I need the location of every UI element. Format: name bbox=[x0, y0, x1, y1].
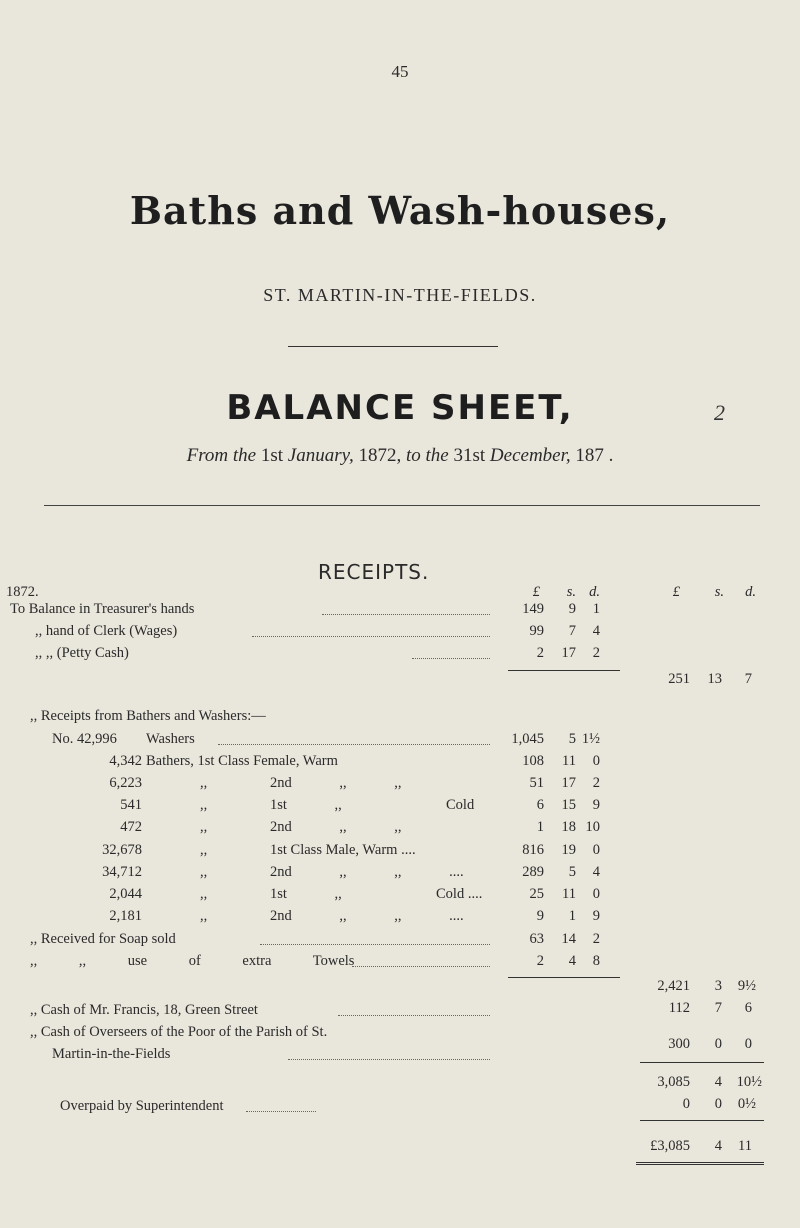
receipts-total-shillings: 3 bbox=[714, 978, 722, 994]
period-from-ordinal: 1st bbox=[260, 445, 284, 466]
overseers-pounds: 300 bbox=[668, 1036, 690, 1052]
towels-shillings: 4 bbox=[568, 953, 576, 969]
balance-clerk-wages-pounds: 99 bbox=[529, 623, 544, 639]
soap-pence: 2 bbox=[592, 931, 600, 947]
receipt-pounds: 108 bbox=[522, 753, 544, 769]
subtotal-rule bbox=[640, 1062, 764, 1063]
leader-dots bbox=[352, 966, 490, 967]
grand-total-pounds: £3,085 bbox=[650, 1138, 690, 1154]
period-line bbox=[0, 445, 800, 467]
receipt-pence: 1½ bbox=[581, 731, 600, 747]
handwritten-note: 2 bbox=[714, 400, 725, 425]
leader-dots bbox=[246, 1111, 316, 1112]
header-divider bbox=[44, 505, 760, 506]
francis-pence: 6 bbox=[744, 1000, 752, 1016]
receipt-pence: 9 bbox=[592, 908, 600, 924]
receipt-count: 6,223 bbox=[109, 775, 142, 791]
receipt-kind: Cold .... bbox=[436, 886, 483, 902]
balance-petty-cash-shillings: 17 bbox=[561, 645, 576, 661]
receipt-count: No. 42,996 bbox=[52, 731, 117, 747]
soap-shillings: 14 bbox=[561, 931, 576, 947]
period-from-month: January, bbox=[287, 445, 354, 466]
overseers-label-line2: Martin-in-the-Fields bbox=[52, 1046, 171, 1062]
receipt-pence: 2 bbox=[592, 775, 600, 791]
receipt-shillings: 19 bbox=[561, 842, 576, 858]
receipt-class: 2nd ,, ,, .... bbox=[270, 908, 464, 924]
receipt-class: 1st Class Male, Warm .... bbox=[270, 842, 416, 858]
balance-treasurer-pence: 1 bbox=[592, 601, 600, 617]
receipt-ditto: ,, bbox=[200, 864, 208, 880]
receipt-pounds: 9 bbox=[536, 908, 544, 924]
balance-treasurer-shillings: 9 bbox=[568, 601, 576, 617]
receipts-heading: ,, Receipts from Bathers and Washers:— bbox=[30, 708, 266, 724]
receipts-title: RECEIPTS. bbox=[318, 560, 430, 584]
balance-treasurer-pounds: 149 bbox=[522, 601, 544, 617]
receipt-count: 34,712 bbox=[102, 864, 142, 880]
period-to-ordinal: 31st bbox=[453, 445, 486, 466]
receipt-class: 2nd ,, ,, .... bbox=[270, 864, 464, 880]
receipt-shillings: 5 bbox=[568, 864, 576, 880]
leader-dots bbox=[288, 1059, 490, 1060]
receipt-shillings: 15 bbox=[561, 797, 576, 813]
receipt-class: 2nd ,, ,, bbox=[270, 819, 402, 835]
receipts-total-pounds: 2,421 bbox=[657, 978, 690, 994]
period-from-year: 1872, bbox=[358, 445, 402, 466]
receipts-total-pence: 9½ bbox=[737, 978, 756, 994]
leader-dots bbox=[412, 658, 490, 659]
header-pounds-1: £ bbox=[532, 584, 540, 600]
subtotal-rule bbox=[640, 1120, 764, 1121]
receipt-pounds: 25 bbox=[529, 886, 544, 902]
receipt-count: 472 bbox=[120, 819, 142, 835]
receipt-pence: 0 bbox=[592, 886, 600, 902]
receipt-shillings: 11 bbox=[562, 886, 576, 902]
year-label: 1872. bbox=[6, 584, 39, 600]
receipt-ditto: ,, bbox=[200, 775, 208, 791]
balance-clerk-wages-shillings: 7 bbox=[568, 623, 576, 639]
towels-pounds: 2 bbox=[536, 953, 544, 969]
receipt-pence: 4 bbox=[592, 864, 600, 880]
receipt-class: 2nd ,, ,, bbox=[270, 775, 402, 791]
header-shillings-2: s. bbox=[714, 584, 724, 600]
overseers-label-line1: ,, Cash of Overseers of the Poor of the Parish of St. bbox=[30, 1024, 328, 1040]
receipt-class: Washers bbox=[146, 731, 195, 747]
soap-label: ,, Received for Soap sold bbox=[30, 931, 176, 947]
grand-total-double-rule bbox=[636, 1162, 764, 1165]
page-number: 45 bbox=[391, 62, 409, 81]
subtotal-pounds: 3,085 bbox=[657, 1074, 690, 1090]
period-to-year: 187 . bbox=[575, 445, 614, 466]
grand-total-shillings: 4 bbox=[714, 1138, 722, 1154]
receipt-class: 1st ,, bbox=[270, 797, 342, 813]
header-pounds-2: £ bbox=[672, 584, 680, 600]
receipt-class: Bathers, 1st Class Female, Warm bbox=[146, 753, 338, 769]
header-shillings-1: s. bbox=[566, 584, 576, 600]
subtotal-rule bbox=[508, 670, 620, 671]
receipt-shillings: 11 bbox=[562, 753, 576, 769]
balance-total-pounds: 251 bbox=[668, 671, 690, 687]
main-title: Baths and Wash-houses, bbox=[129, 188, 671, 233]
receipt-ditto: ,, bbox=[200, 819, 208, 835]
overpaid-pounds: 0 bbox=[682, 1096, 690, 1112]
title-divider bbox=[288, 346, 498, 347]
header-pence-1: d. bbox=[589, 584, 600, 600]
receipt-count: 32,678 bbox=[102, 842, 142, 858]
overpaid-pence: 0½ bbox=[737, 1096, 756, 1112]
overpaid-label: Overpaid by Superintendent bbox=[60, 1098, 224, 1114]
receipt-ditto: ,, bbox=[200, 797, 208, 813]
receipt-pounds: 1,045 bbox=[511, 731, 544, 747]
leader-dots bbox=[338, 1015, 490, 1016]
receipt-pounds: 1 bbox=[536, 819, 544, 835]
receipt-shillings: 17 bbox=[561, 775, 576, 791]
grand-total-pence: 11 bbox=[738, 1138, 752, 1154]
subtotal-rule bbox=[508, 977, 620, 978]
balance-total-pence: 7 bbox=[744, 671, 752, 687]
towels-pence: 8 bbox=[592, 953, 600, 969]
receipt-count: 541 bbox=[120, 797, 142, 813]
header-pence-2: d. bbox=[745, 584, 756, 600]
soap-pounds: 63 bbox=[529, 931, 544, 947]
overseers-pence: 0 bbox=[744, 1036, 752, 1052]
receipt-pence: 9 bbox=[592, 797, 600, 813]
francis-pounds: 112 bbox=[668, 1000, 690, 1016]
subtotal-shillings: 4 bbox=[714, 1074, 722, 1090]
leader-dots bbox=[218, 744, 490, 745]
leader-dots bbox=[260, 944, 490, 945]
receipt-count: 2,181 bbox=[109, 908, 142, 924]
receipt-ditto: ,, bbox=[200, 886, 208, 902]
receipt-class: 1st ,, bbox=[270, 886, 342, 902]
receipt-pence: 0 bbox=[592, 842, 600, 858]
period-to-month: December, bbox=[489, 445, 571, 466]
towels-label: ,, ,, use of extra Towels bbox=[30, 953, 355, 969]
receipt-pence: 10 bbox=[585, 819, 600, 835]
balance-clerk-wages-label: ,, hand of Clerk (Wages) bbox=[35, 623, 178, 639]
balance-petty-cash-pence: 2 bbox=[592, 645, 600, 661]
receipt-pounds: 51 bbox=[529, 775, 544, 791]
balance-treasurer-label: To Balance in Treasurer's hands bbox=[10, 601, 195, 617]
period-to-label: to the bbox=[405, 445, 449, 466]
receipt-pounds: 289 bbox=[522, 864, 544, 880]
receipt-count: 2,044 bbox=[109, 886, 142, 902]
leader-dots bbox=[322, 614, 490, 615]
balance-total-shillings: 13 bbox=[707, 671, 722, 687]
receipt-pounds: 6 bbox=[536, 797, 544, 813]
receipt-shillings: 18 bbox=[561, 819, 576, 835]
balance-sheet-title: BALANCE SHEET, bbox=[226, 388, 574, 428]
overseers-shillings: 0 bbox=[714, 1036, 722, 1052]
receipt-ditto: ,, bbox=[200, 842, 208, 858]
receipt-shillings: 5 bbox=[568, 731, 576, 747]
receipt-pence: 0 bbox=[592, 753, 600, 769]
leader-dots bbox=[252, 636, 490, 637]
subtitle: ST. MARTIN-IN-THE-FIELDS. bbox=[263, 285, 537, 305]
receipt-kind: Cold bbox=[446, 797, 475, 813]
period-from-label: From the bbox=[186, 445, 257, 466]
receipt-pounds: 816 bbox=[522, 842, 544, 858]
francis-shillings: 7 bbox=[714, 1000, 722, 1016]
overpaid-shillings: 0 bbox=[714, 1096, 722, 1112]
balance-petty-cash-pounds: 2 bbox=[536, 645, 544, 661]
receipt-shillings: 1 bbox=[568, 908, 576, 924]
balance-petty-cash-label: ,, ,, (Petty Cash) bbox=[35, 645, 129, 661]
balance-clerk-wages-pence: 4 bbox=[592, 623, 600, 639]
receipt-ditto: ,, bbox=[200, 908, 208, 924]
francis-label: ,, Cash of Mr. Francis, 18, Green Street bbox=[30, 1002, 258, 1018]
receipt-count: 4,342 bbox=[109, 753, 142, 769]
subtotal-pence: 10½ bbox=[736, 1074, 762, 1090]
